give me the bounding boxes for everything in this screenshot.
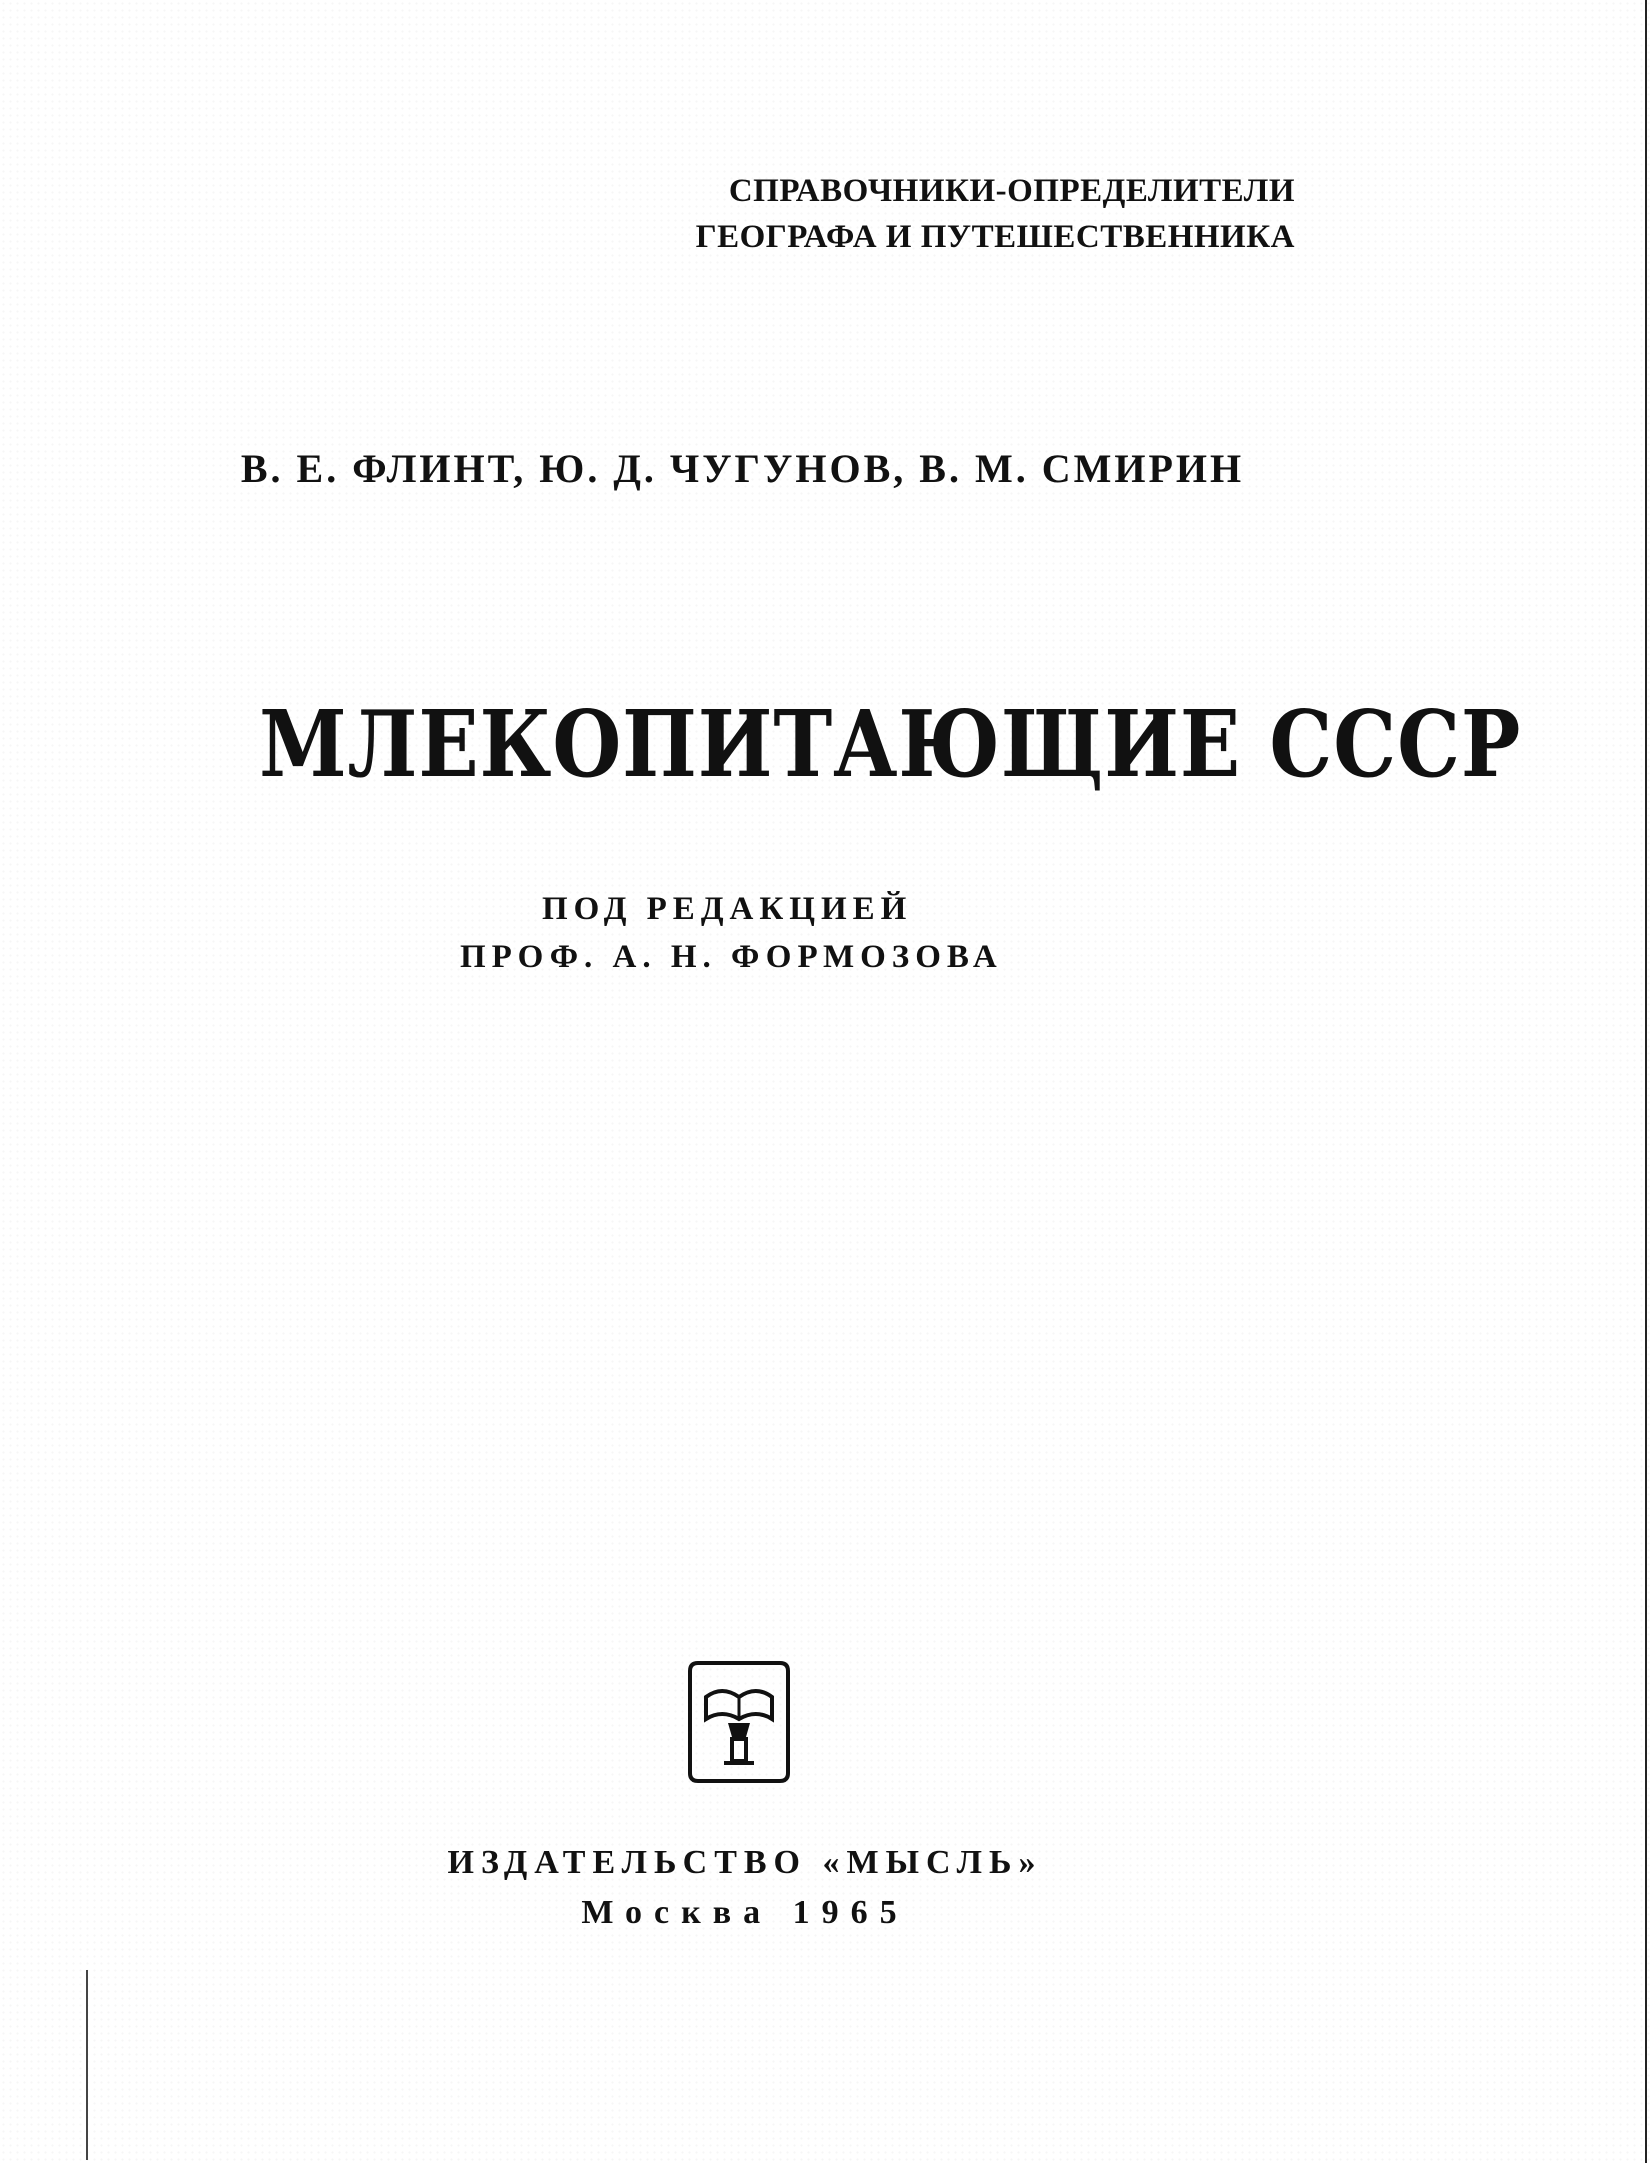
series-line-1: СПРАВОЧНИКИ-ОПРЕДЕЛИТЕЛИ — [728, 173, 1295, 209]
publisher-block — [380, 1838, 1110, 1938]
editor-line-2: ПРОФ. А. Н. ФОРМОЗОВА — [460, 939, 1003, 975]
publication-city-year: Москва 1965 — [581, 1894, 909, 1931]
book-title: МЛЕКОПИТАЮЩИЕ СССР — [259, 690, 1522, 798]
series-title — [696, 168, 1295, 260]
series-line-2: ГЕОГРАФА И ПУТЕШЕСТВЕННИКА — [695, 219, 1295, 255]
open-book-torch-emblem-icon — [684, 1657, 794, 1787]
publisher-name: ИЗДАТЕЛЬСТВО «МЫСЛЬ» — [447, 1844, 1043, 1881]
binding-edge-line — [86, 1970, 88, 2160]
editor-line-1: ПОД РЕДАКЦИЕЙ — [542, 891, 913, 927]
authors-line: В. Е. ФЛИНТ, Ю. Д. ЧУГУНОВ, В. М. СМИРИН — [240, 446, 1245, 491]
editor-credit — [460, 885, 1003, 981]
page-edge-line — [1645, 0, 1647, 2163]
